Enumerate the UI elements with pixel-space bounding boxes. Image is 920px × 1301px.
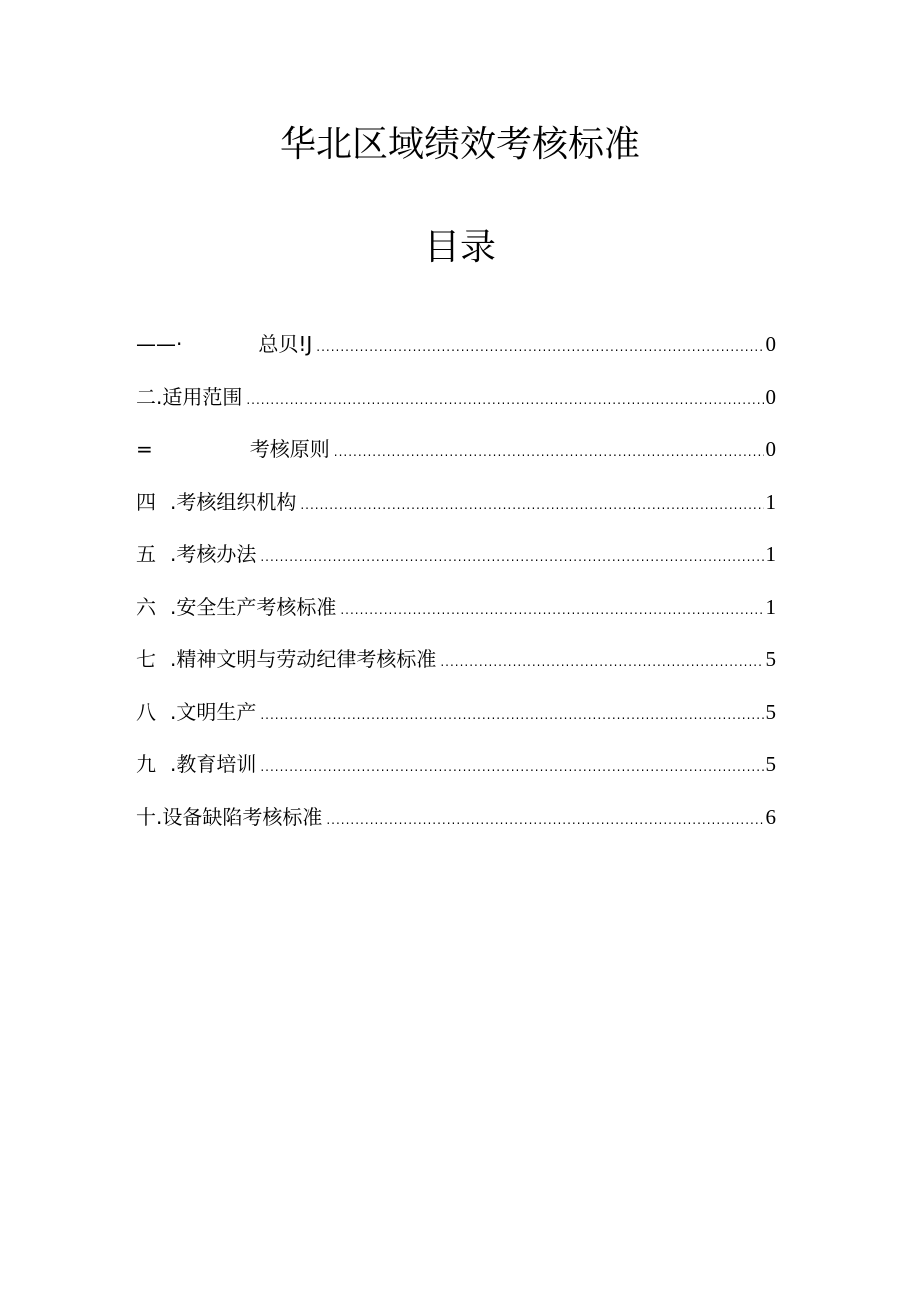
toc-dot-leader [260,697,763,733]
toc-entry-label: 考核原则 [249,437,330,461]
toc-entry-8[interactable] [136,694,776,747]
toc-entry-number: 九 [136,752,156,776]
toc-entry-2[interactable] [136,379,776,432]
toc-entry-3[interactable] [136,431,776,484]
toc-entry-number: 十. [136,804,163,829]
toc-dot-leader [440,644,763,680]
toc-entry-label: 总贝!J [258,332,313,356]
toc-entry-number: 二. [136,384,163,409]
toc-entry-page: 1 [765,489,776,514]
table-of-contents [136,326,776,851]
toc-entry-number: ——· [136,332,183,356]
toc-entry-page: 0 [765,384,776,409]
toc-entry-number: 六 [136,594,156,619]
toc-entry-4[interactable] [136,484,776,537]
toc-entry-page: 5 [765,752,776,776]
toc-dot-leader [260,539,763,575]
toc-entry-10[interactable] [136,799,776,852]
toc-dot-leader [246,382,763,418]
toc-dot-leader [260,749,763,785]
toc-entry-number: 八 [136,699,156,724]
toc-entry-label: .考核办法 [170,542,257,566]
toc-entry-label: .精神文明与劳动纪律考核标准 [170,647,437,671]
toc-dot-leader [326,802,763,838]
toc-dot-leader [340,592,763,628]
toc-entry-9[interactable] [136,746,776,799]
toc-entry-number: 七 [136,647,156,671]
toc-entry-1[interactable] [136,326,776,379]
toc-heading: 目录 [423,227,496,268]
toc-entry-page: 6 [765,804,776,829]
toc-entry-7[interactable] [136,641,776,694]
toc-entry-label: .文明生产 [170,699,257,724]
toc-entry-page: 5 [765,699,776,724]
toc-dot-leader [334,434,764,470]
toc-entry-page: 1 [765,542,776,566]
toc-entry-label: .教育培训 [170,752,257,776]
toc-entry-number: 四 [136,489,156,514]
toc-entry-5[interactable] [136,536,776,589]
toc-entry-label: 适用范围 [162,384,243,409]
toc-entry-number: 五 [136,542,156,566]
toc-entry-6[interactable] [136,589,776,642]
toc-entry-page: 5 [765,647,776,671]
document-title: 华北区域绩效考核标准 [279,124,640,165]
toc-entry-label: .安全生产考核标准 [170,594,337,619]
toc-dot-leader [316,329,763,365]
toc-entry-label: .考核组织机构 [170,489,297,514]
toc-entry-page: 1 [765,594,776,619]
toc-dot-leader [300,487,763,523]
toc-entry-number: = [136,437,153,461]
toc-entry-page: 0 [765,332,776,356]
toc-entry-label: 设备缺陷考核标准 [162,804,323,829]
toc-entry-page: 0 [765,437,776,461]
